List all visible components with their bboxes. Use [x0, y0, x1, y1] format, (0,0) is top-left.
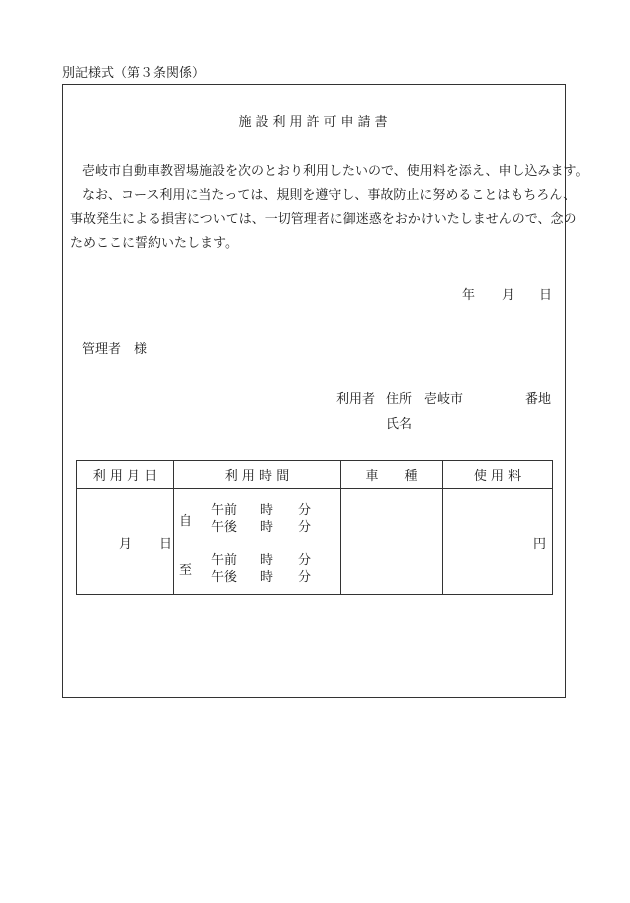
vehicle-type-cell[interactable] — [341, 489, 443, 595]
to-am-label: 午前 — [211, 553, 238, 568]
table-header-row — [77, 461, 553, 489]
date-month-field[interactable]: 月 — [502, 288, 516, 303]
from-am-label: 午前 — [211, 503, 238, 518]
header-usage-fee: 使 用 料 — [443, 461, 553, 489]
usage-time-cell[interactable] — [174, 489, 341, 595]
yen-label: 円 — [532, 537, 546, 552]
from-pm-label: 午後 — [211, 520, 238, 535]
from-pm-hour-label: 時 — [260, 520, 274, 535]
address-banchi-field[interactable]: 番地 — [525, 392, 552, 407]
date-year-field[interactable]: 年 — [462, 288, 476, 303]
from-pm-minute-label: 分 — [298, 520, 312, 535]
from-am-hour-label: 時 — [260, 503, 274, 518]
table-row — [77, 489, 553, 595]
from-am-minute-label: 分 — [298, 503, 312, 518]
header-usage-date: 利 用 月 日 — [77, 461, 174, 489]
month-label: 月 — [119, 537, 133, 552]
address-label: 住所 — [386, 392, 413, 407]
to-am-minute-label: 分 — [298, 553, 312, 568]
from-label: 自 — [179, 514, 193, 529]
name-field[interactable]: 氏名 — [386, 417, 413, 432]
address-city-field[interactable]: 壱岐市 — [424, 392, 464, 407]
paragraph-application: 壱岐市自動車教習場施設を次のとおり利用したいので、使用料を添え、申し込みます。 — [82, 164, 589, 179]
usage-table — [76, 460, 553, 595]
to-pm-label: 午後 — [211, 570, 238, 585]
header-vehicle-type: 車 種 — [341, 461, 443, 489]
paragraph-pledge-line2: 事故発生による損害については、一切管理者に御迷惑をおかけいたしませんので、念の — [70, 212, 577, 227]
usage-fee-cell[interactable] — [443, 489, 553, 595]
header-usage-time: 利 用 時 間 — [174, 461, 341, 489]
to-am-hour-label: 時 — [260, 553, 274, 568]
paragraph-pledge-line1: なお、コース利用に当たっては、規則を遵守し、事故防止に努めることはもちろん、 — [82, 188, 577, 203]
to-pm-hour-label: 時 — [260, 570, 274, 585]
addressee-name: 管理者 — [82, 342, 122, 357]
usage-date-cell[interactable] — [77, 489, 174, 595]
to-pm-minute-label: 分 — [298, 570, 312, 585]
document-title: 施設利用許可申請書 — [238, 115, 392, 130]
day-label: 日 — [159, 537, 173, 552]
to-label: 至 — [179, 563, 193, 578]
date-day-field[interactable]: 日 — [539, 288, 553, 303]
applicant-label: 利用者 — [336, 392, 376, 407]
paragraph-pledge-line3: ためここに誓約いたします。 — [70, 236, 238, 251]
addressee-honorific: 様 — [134, 342, 148, 357]
form-label: 別記様式（第３条関係） — [62, 66, 206, 81]
